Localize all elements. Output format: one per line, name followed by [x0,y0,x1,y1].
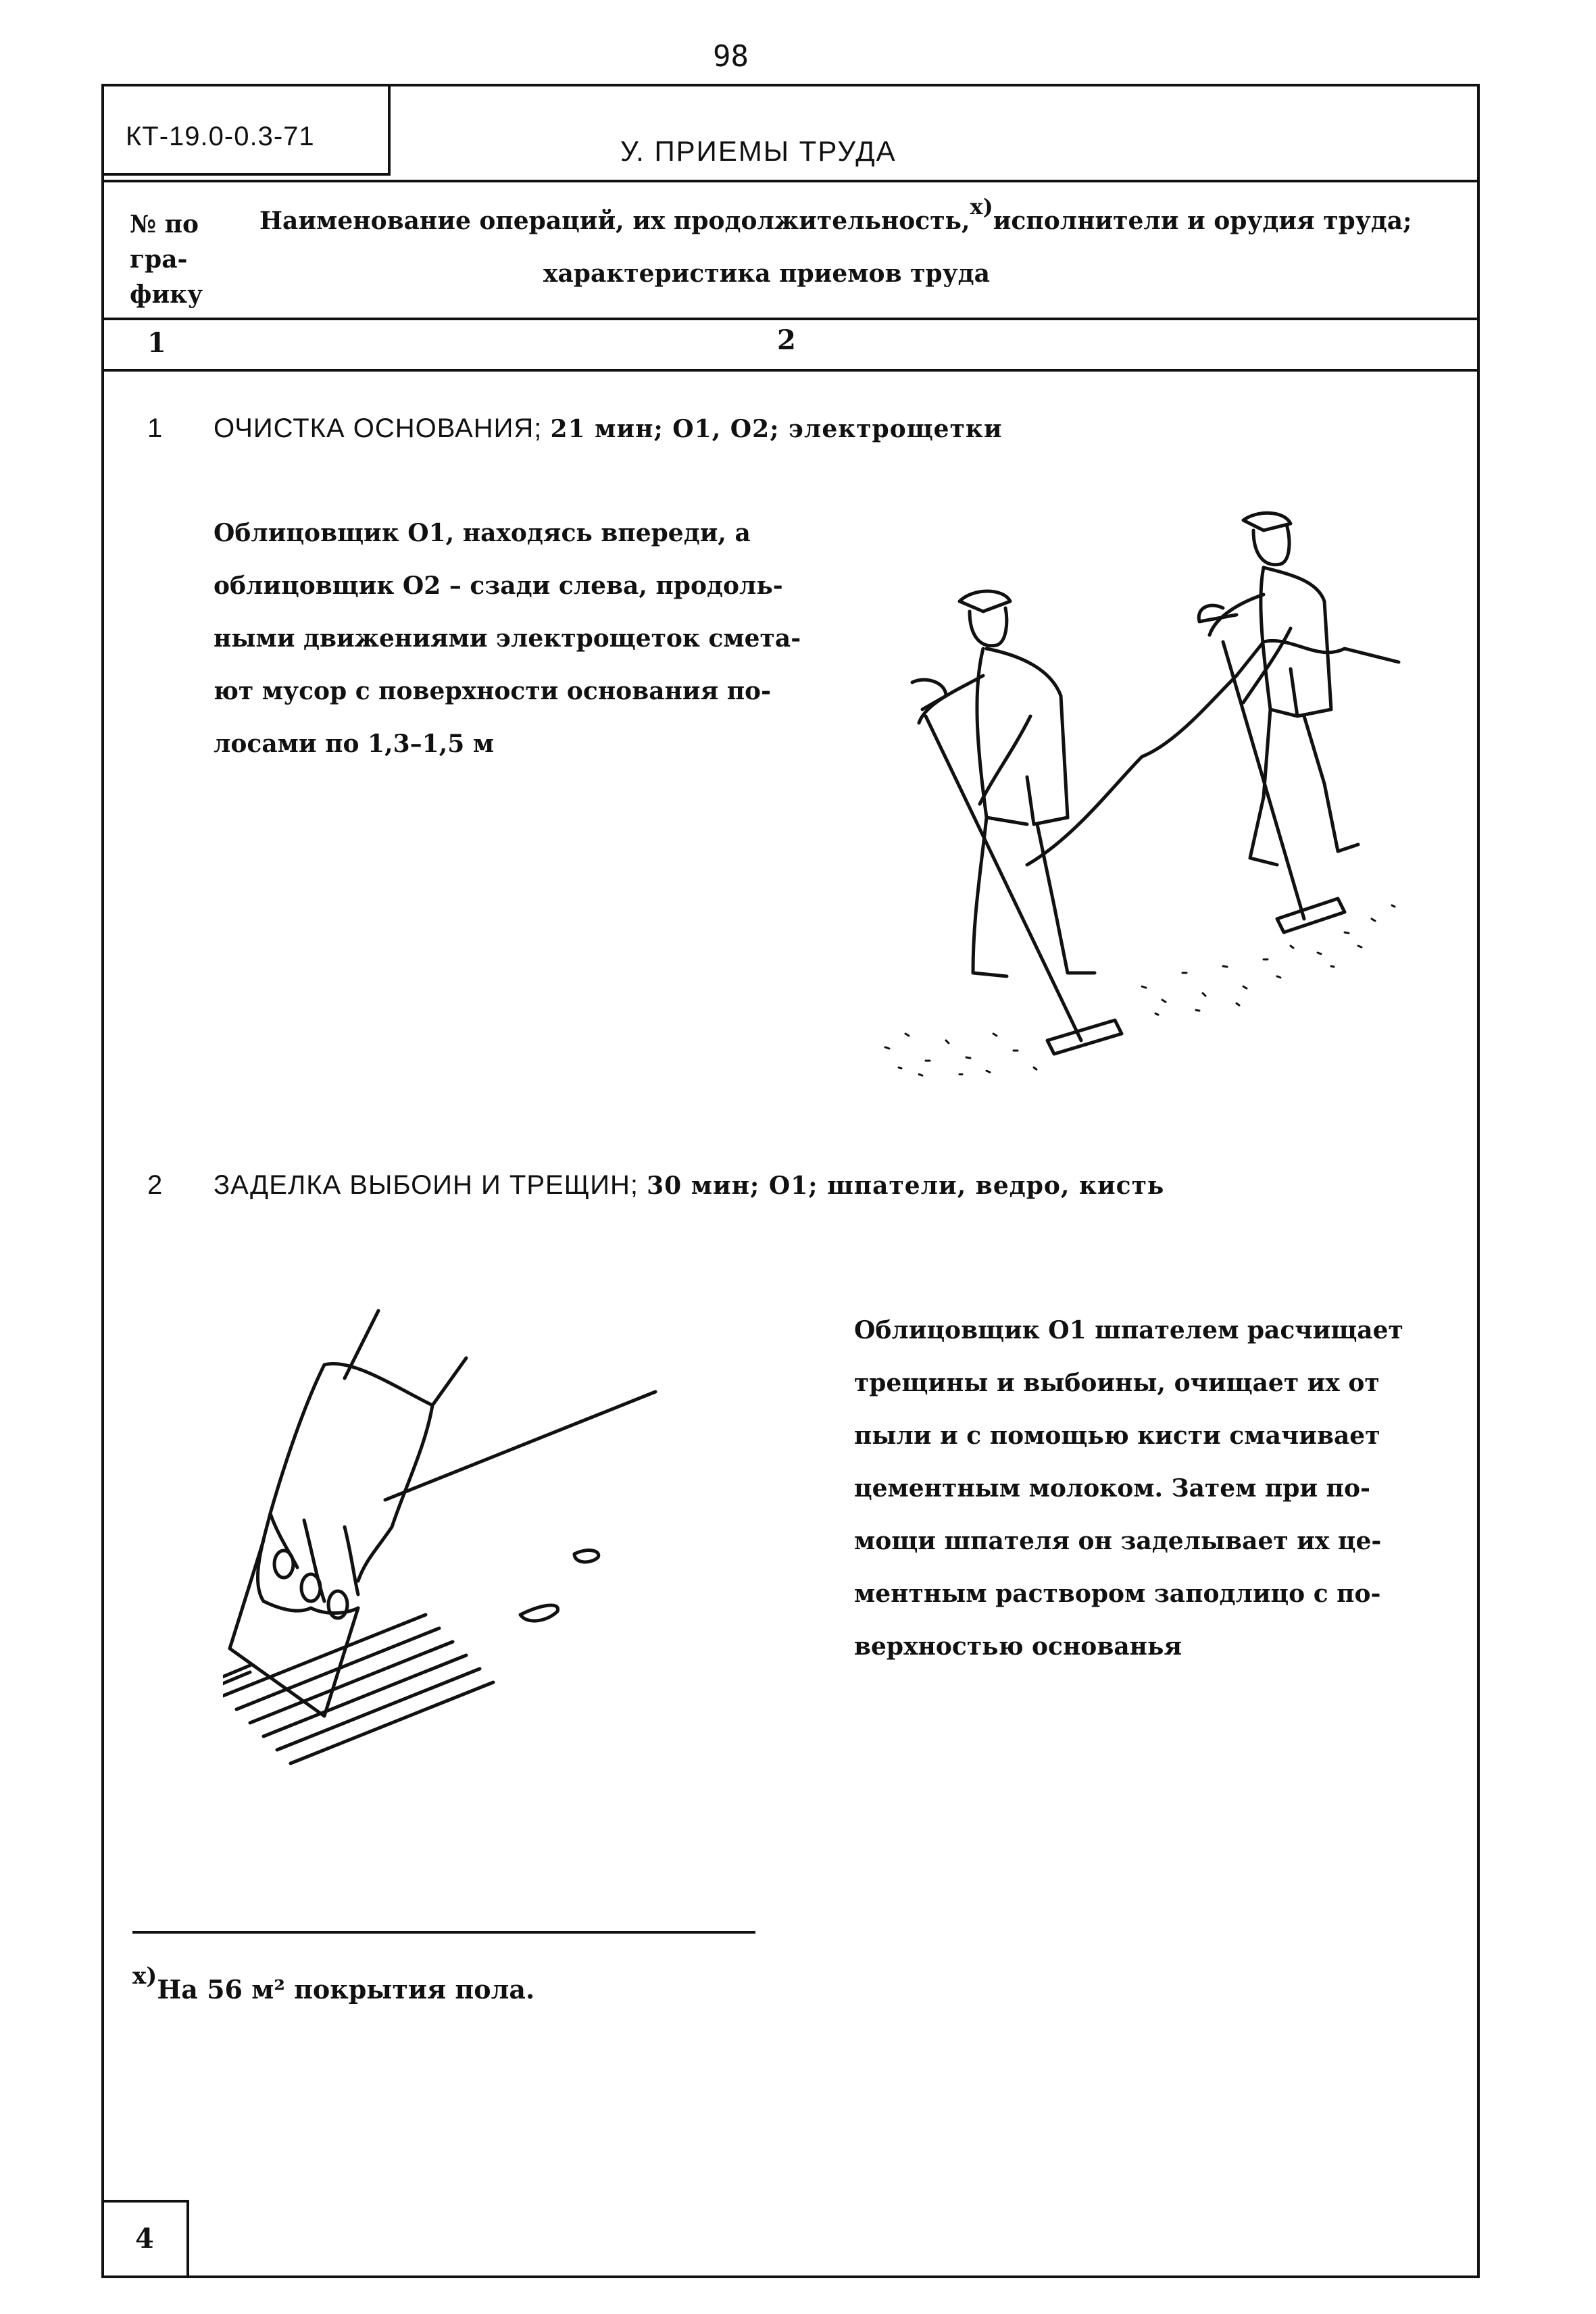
column1-header-line: № по [130,210,199,238]
operation-number: 2 [147,1170,163,1200]
column-number-2: 2 [777,324,796,356]
column2-header-text: Наименование операций, их продолжительность, [259,207,970,235]
description-line: Облицовщик О1 шпателем расчищает [854,1316,1403,1344]
footnote-text: На 56 м² покрытия пола. [157,1974,535,2005]
description-line: облицовщик О2 – сзади слева, продоль- [214,572,783,600]
spatula-hand-illustration [223,1297,723,1784]
operation-title [214,1170,1164,1201]
header-top-rule [391,180,1480,182]
column2-header-line2: характеристика приемов труда [543,259,990,288]
header-top-rule-left [101,180,391,182]
operation-details: 30 мин; О1; шпатели, ведро, кисть [647,1172,1165,1200]
section-title: У. ПРИЕМЫ ТРУДА [620,135,897,167]
column-number-1: 1 [147,327,166,359]
footnote-marker: x) [132,1963,157,1990]
description-line: верхностью основанья [854,1632,1182,1661]
colnum-bottom-rule [101,369,1480,372]
operation-title-text: ЗАДЕЛКА ВЫБОИН И ТРЕЩИН; [214,1170,639,1200]
operation-number: 1 [147,413,163,443]
operation-title-text: ОЧИСТКА ОСНОВАНИЯ; [214,413,543,443]
column1-header [130,207,203,312]
operation-description [854,1304,1403,1673]
column1-header-line: гра- [130,245,188,274]
column1-header-line: фику [130,280,203,309]
description-line: пыли и с помощью кисти смачивает [854,1422,1380,1450]
description-line: трещины и выбоины, очищает их от [854,1369,1380,1397]
footnote-marker: x) [970,194,993,220]
sweeping-workers-illustration [858,500,1426,1095]
sheet-number: 4 [135,2223,154,2255]
page-number: 98 [713,39,749,74]
operation-title [214,413,1003,444]
description-line: Облицовщик О1, находясь впереди, а [214,519,751,547]
description-line: ментным раствором заподлицо с по- [854,1580,1381,1608]
description-line: цементным молоком. Затем при по- [854,1474,1370,1503]
document-code: КТ-19.0-0.3-71 [126,122,315,151]
column2-header-text-end: исполнители и орудия труда; [993,207,1412,235]
description-line: ют мусор с поверхности основания по- [214,677,772,705]
header-bottom-rule [101,318,1480,320]
description-line: лосами по 1,3–1,5 м [214,730,495,758]
footnote [132,1963,535,2005]
description-line: ными движениями электрощеток смета- [214,624,801,653]
operation-description [214,507,801,770]
column2-header-line1 [259,194,1412,235]
footnote-rule [132,1931,755,1934]
operation-details: 21 мин; О1, О2; электрощетки [550,415,1003,443]
description-line: мощи шпателя он заделывает их це- [854,1527,1382,1555]
